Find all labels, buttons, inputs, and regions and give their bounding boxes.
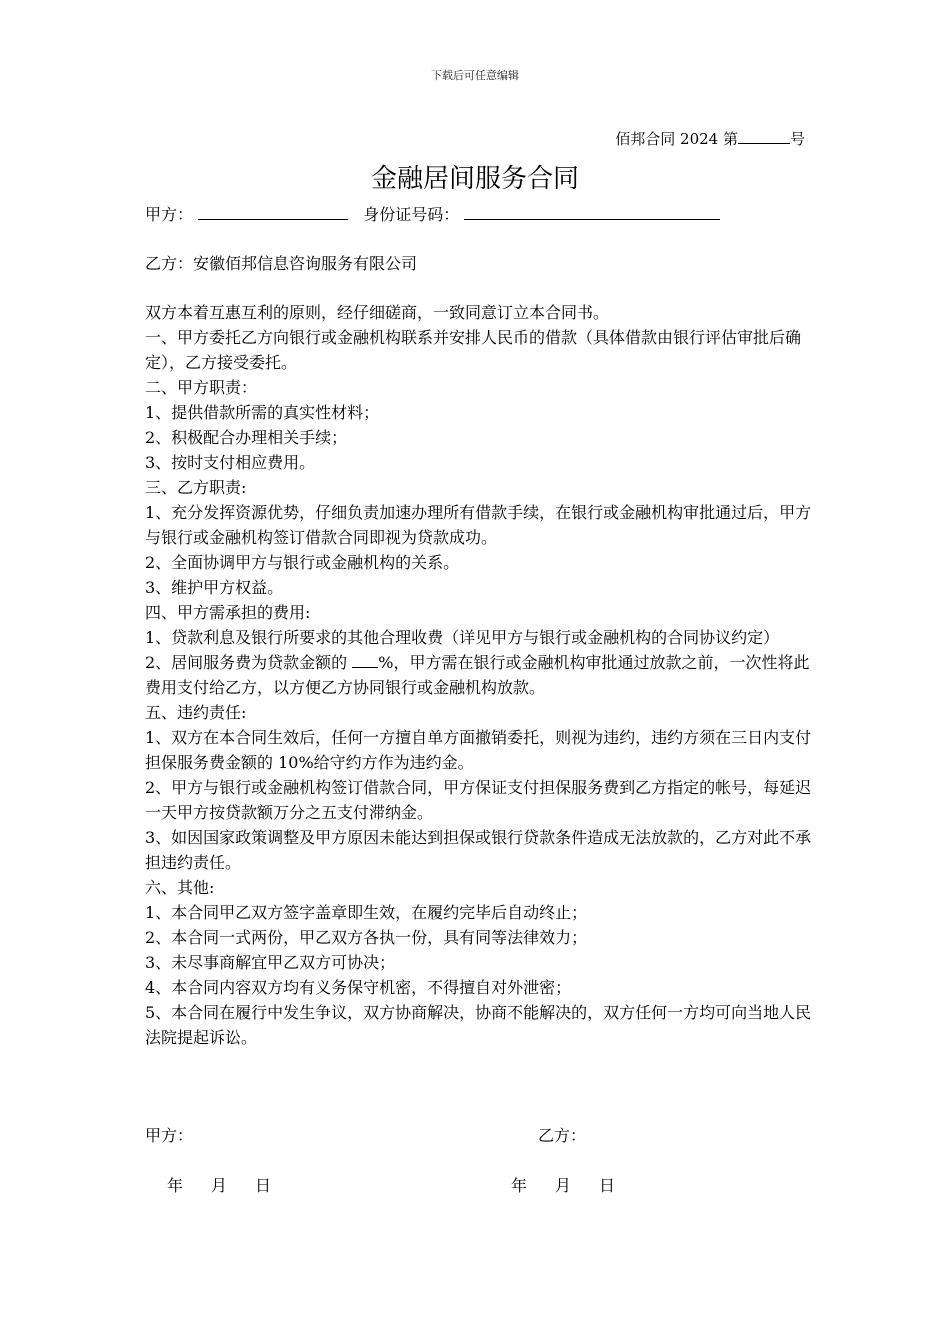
page-title: 金融居间服务合同 (370, 164, 579, 194)
clause: 四、甲方需承担的费用: (145, 603, 311, 622)
contract-number-prefix: 佰邦合同 2024 第 (615, 130, 738, 148)
date-day: 日 (255, 1176, 272, 1195)
id-number-blank (464, 203, 720, 220)
clause: 3、维护甲方权益。 (145, 578, 284, 597)
clause: 六、其他: (145, 878, 215, 897)
clause: 3、未尽事商解宜甲乙双方可协决； (145, 953, 396, 972)
date-day: 日 (599, 1176, 616, 1195)
clause: 4、本合同内容双方均有义务保守机密，不得擅自对外泄密； (145, 978, 572, 997)
clause: 2、积极配合办理相关手续； (145, 428, 348, 447)
clause: 三、乙方职责: (145, 478, 247, 497)
party-a-name-blank (198, 203, 348, 220)
id-number-label: 身份证号码： (363, 205, 460, 224)
date-month: 月 (211, 1176, 228, 1195)
clause: 1、提供借款所需的真实性材料； (145, 403, 380, 422)
contract-number-suffix: 号 (789, 130, 805, 148)
clause: 2、本合同一式两份，甲乙双方各执一份，具有同等法律效力； (145, 928, 588, 947)
clause: 1、本合同甲乙双方签字盖章即生效，在履约完毕后自动终止； (145, 903, 588, 922)
fee-clause (145, 650, 825, 700)
fee-percent-blank (352, 652, 378, 668)
clause: 二、甲方职责： (145, 378, 258, 397)
party-b-signature-label: 乙方： (538, 1126, 587, 1145)
fee-clause-before: 2、居间服务费为贷款金额的 (145, 653, 353, 672)
party-a-line (145, 202, 720, 225)
clause: 5、本合同在履行中发生争议，双方协商解决，协商不能解决的，双方任何一方均可向当地人民法院提起诉讼。 (145, 1003, 812, 1047)
clause: 五、违约责任: (145, 703, 247, 722)
contract-number (615, 128, 805, 149)
date-year: 年 (167, 1176, 184, 1195)
contract-body (145, 300, 825, 1050)
clause: 3、按时支付相应费用。 (145, 453, 316, 472)
clause: 1、贷款利息及银行所要求的其他合理收费（详见甲方与银行或金融机构的合同协议约定） (145, 628, 780, 647)
clause: 双方本着互惠互利的原则，经仔细磋商，一致同意订立本合同书。 (145, 303, 610, 322)
clause: 1、充分发挥资源优势，仔细负责加速办理所有借款手续，在银行或金融机构审批通过后，甲方与银行或金融机构签订借款合同即视为贷款成功。 (145, 503, 812, 547)
party-b-date (511, 1173, 643, 1196)
date-month: 月 (555, 1176, 572, 1195)
party-a-signature-label: 甲方： (145, 1126, 194, 1145)
party-a-date (167, 1173, 299, 1196)
clause: 1、双方在本合同生效后，任何一方擅自单方面撤销委托，则视为违约，违约方须在三日内支付担保服务费金额的 10%给守约方作为违约金。 (145, 728, 812, 772)
party-a-label: 甲方： (145, 205, 194, 224)
date-year: 年 (511, 1176, 528, 1195)
fee-clause-after: %，甲方需在银行或金融机构审批通过放款之前，一次性将此费用支付给乙方，以方便乙方协同银行或金融机构放款。 (145, 653, 810, 697)
clause: 3、如因国家政策调整及甲方原因未能达到担保或银行贷款条件造成无法放款的，乙方对此不承担违约责任。 (145, 828, 812, 872)
clause: 一、甲方委托乙方向银行或金融机构联系并安排人民币的借款（具体借款由银行评估审批后确定），乙方接受委托。 (145, 328, 802, 372)
contract-number-blank (738, 129, 790, 144)
header-note: 下载后可任意编辑 (431, 69, 519, 82)
clause: 2、全面协调甲方与银行或金融机构的关系。 (145, 553, 460, 572)
clause: 2、甲方与银行或金融机构签订借款合同，甲方保证支付担保服务费到乙方指定的帐号，每延迟一天甲方按贷款额万分之五支付滞纳金。 (145, 778, 812, 822)
party-b-line: 乙方：安徽佰邦信息咨询服务有限公司 (145, 254, 418, 273)
